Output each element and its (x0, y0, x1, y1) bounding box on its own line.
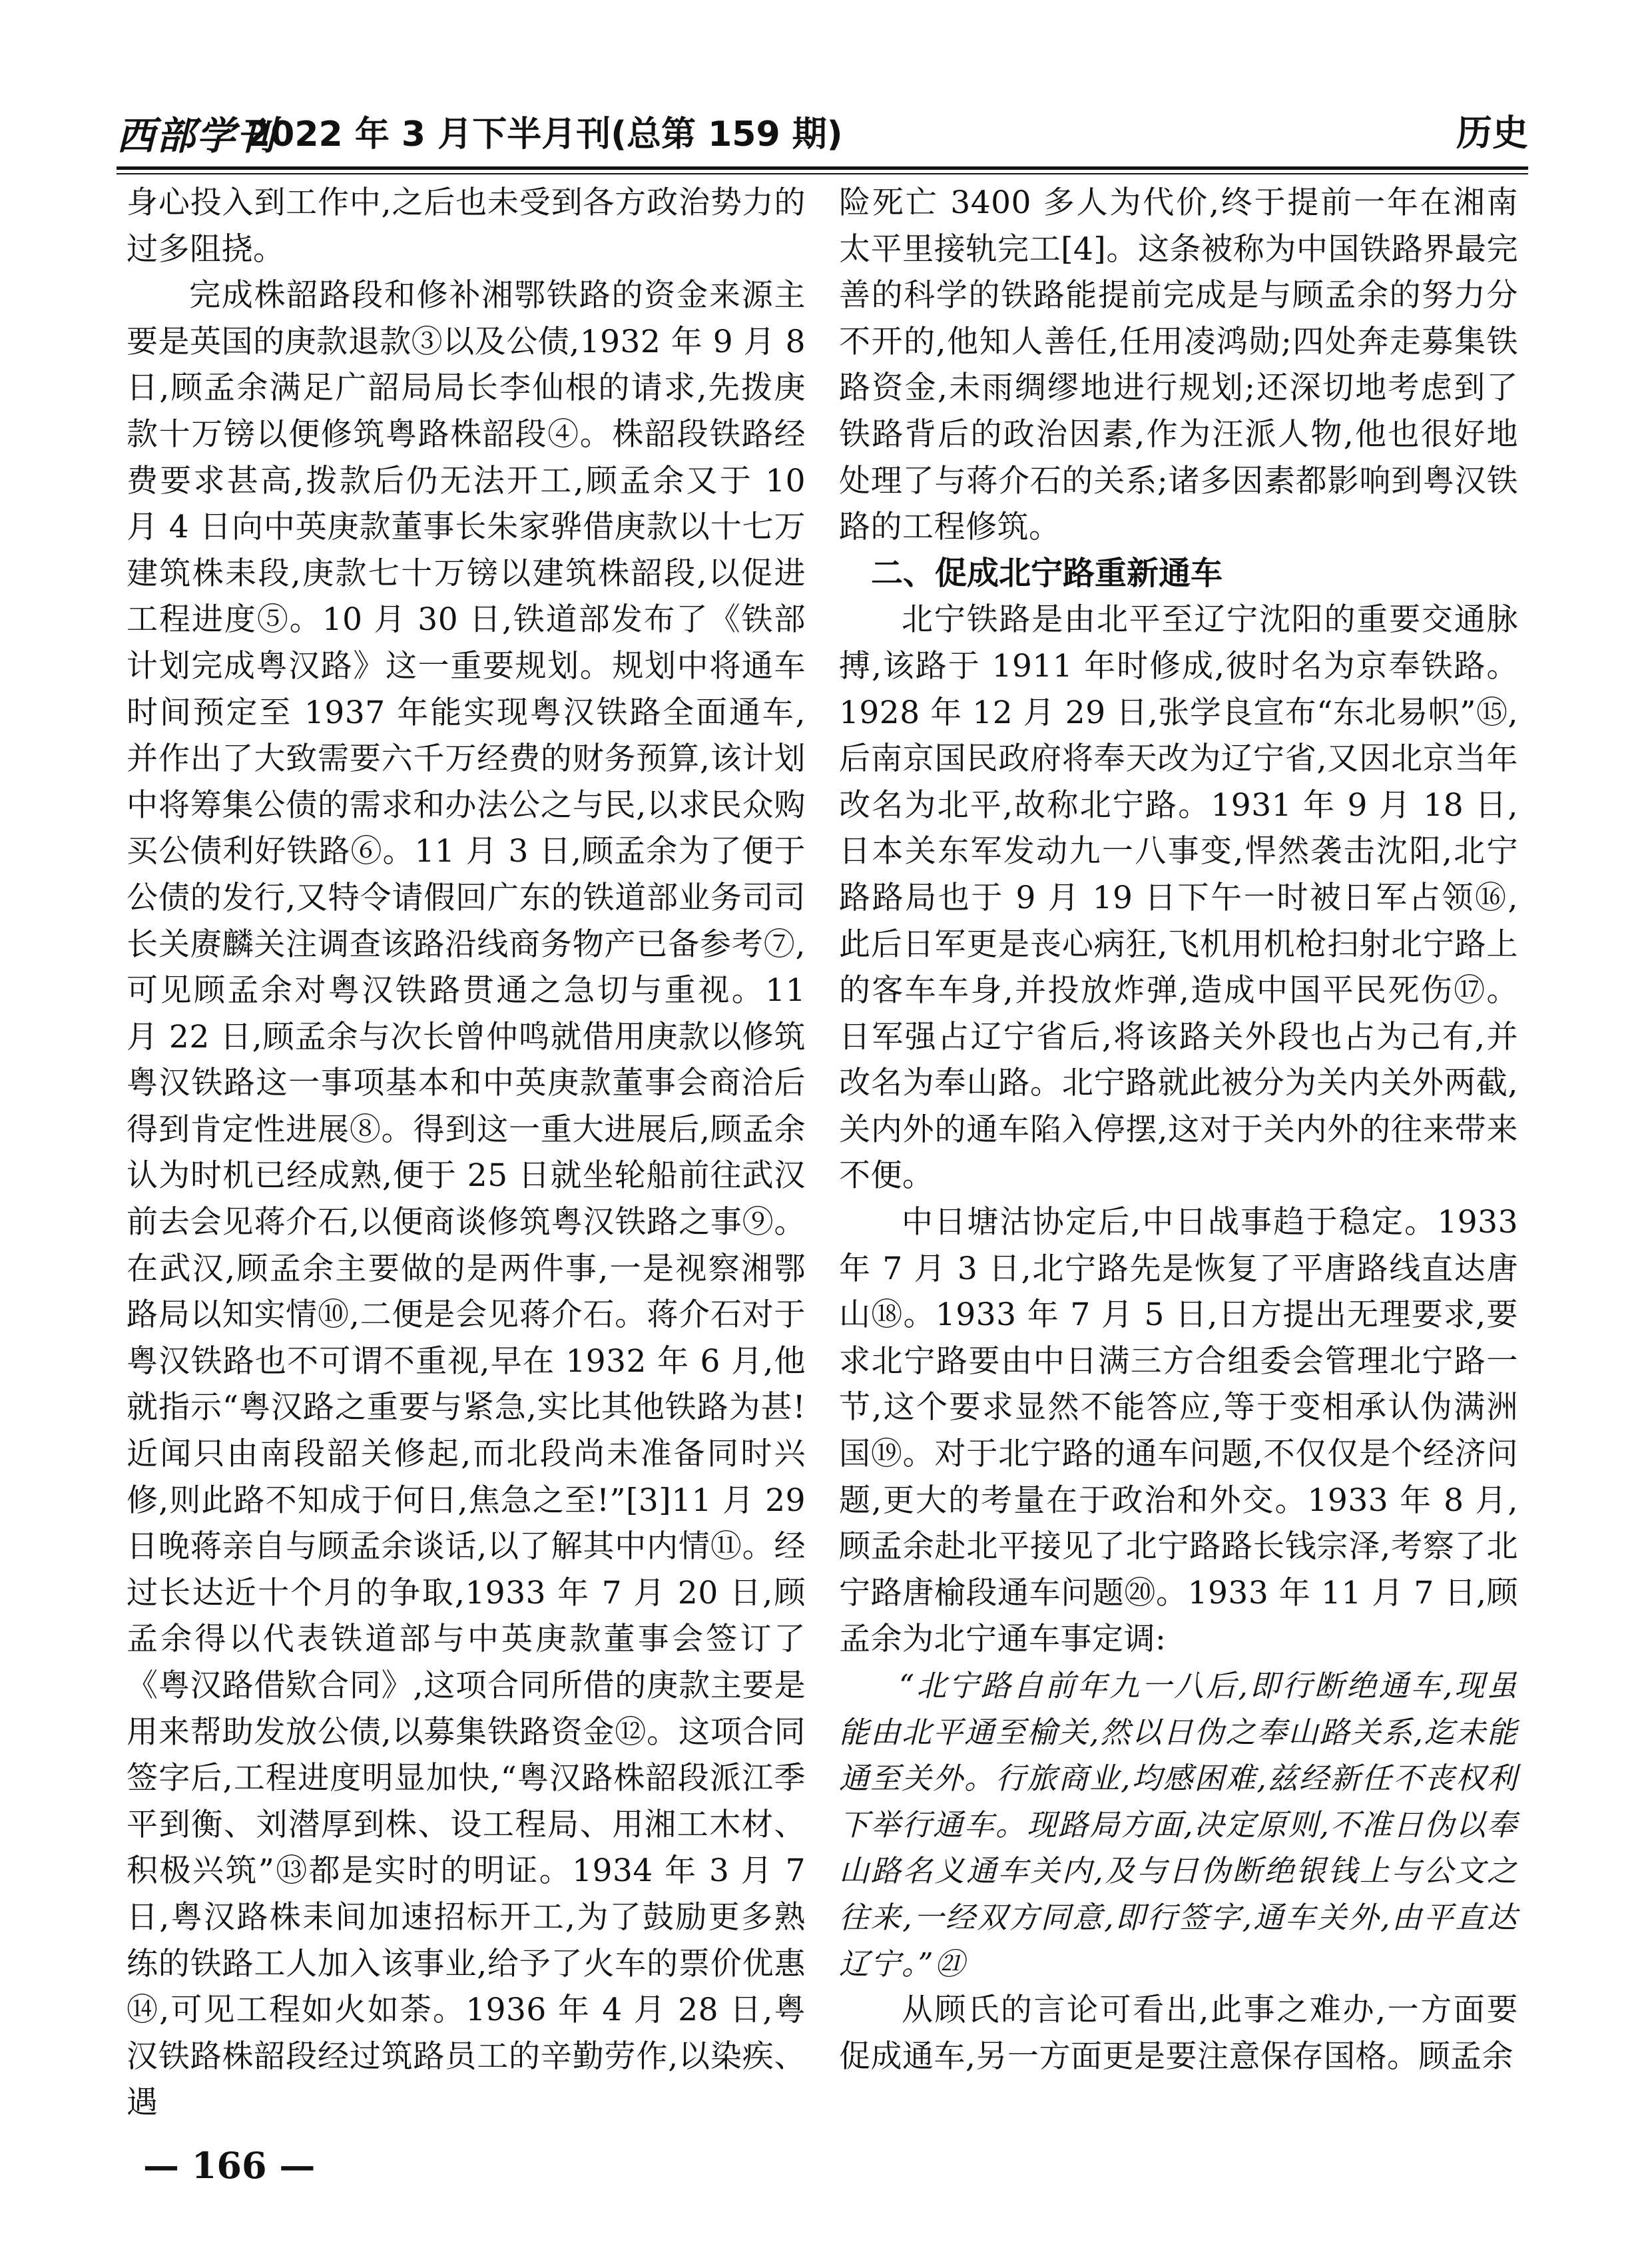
journal-logo: 西部学刊 (117, 113, 277, 158)
paragraph: 从顾氏的言论可看出,此事之难办,一方面要促成通车,另一方面更是要注意保存国格。顾孟余 (839, 1992, 1518, 2075)
block-quote: “北宁路自前年九一八后,即行断绝通车,现虽能由北平通至榆关,然以日伪之奉山路关系,迄未能通至关外。行旅商业,均感困难,兹经新任不丧权利下举行通车。现路局方面,决定原则,不准日伪以奉山路名义通车关内,及与日伪断绝银钱上与公文之往来,一经双方同意,即行签字,通车关外,由平直达辽宁。”㉑ (839, 1668, 1518, 1982)
paragraph: 北宁铁路是由北平至辽宁沈阳的重要交通脉搏,该路于 1911 年时修成,彼时名为京奉铁路。1928 年 12 月 29 日,张学良宣布“东北易帜”⑮,后南京国民政府将奉天改为辽宁省,又因北京当年改名为北平,故称北宁路。1931 年 9 月 18 日,日本关东军发动九一八事变,悍然袭击沈阳,北宁路路局也于 9 月 19 日下午一时被日军占领⑯,此后日军更是丧心病狂,飞机用机枪扫射北宁路上的客车车身,并投放炸弹,造成中国平民死伤⑰。日军强占辽宁省后,将该路关外段也占为己有,并改名为奉山路。北宁路就此被分为关内关外两截,关内外的通车陷入停摆,这对于关内外的往来带来不便。 (839, 601, 1518, 1195)
page-number: — 166 — (143, 2144, 316, 2187)
page-header (117, 103, 1528, 156)
right-column (839, 180, 1518, 2080)
paragraph: 完成株韶路段和修补湘鄂铁路的资金来源主要是英国的庚款退款③以及公债,1932 年 9 月 8 日,顾孟余满足广韶局局长李仙根的请求,先拨庚款十万镑以便修筑粤路株韶段④。株韶段铁路经费要求甚高,拨款后仍无法开工,顾孟余又于 10 月 4 日向中英庚款董事长朱家骅借庚款以十七万建筑株耒段,庚款七十万镑以建筑株韶段,以促进工程进度⑤。10 月 30 日,铁道部发布了《铁部计划完成粤汉路》这一重要规划。规划中将通车时间预定至 1937 年能实现粤汉铁路全面通车,并作出了大致需要六千万经费的财务预算,该计划中将筹集公债的需求和办法公之与民,以求民众购买公债利好铁路⑥。11 月 3 日,顾孟余为了便于公债的发行,又特令请假回广东的铁道部业务司司长关赓麟关注调查该路沿线商务物产已备参考⑦,可见顾孟余对粤汉铁路贯通之急切与重视。11 月 22 日,顾孟余与次长曾仲鸣就借用庚款以修筑粤汉铁路这一事项基本和中英庚款董事会商洽后得到肯定性进展⑧。得到这一重大进展后,顾孟余认为时机已经成熟,便于 25 日就坐轮船前往武汉前去会见蒋介石,以便商谈修筑粤汉铁路之事⑨。在武汉,顾孟余主要做的是两件事,一是视察湘鄂路局以知实情⑩,二便是会见蒋介石。蒋介石对于粤汉铁路也不可谓不重视,早在 1932 年 6 月,他就指示“粤汉路之重要与紧急,实比其他铁路为甚! 近闻只由南段韶关修起,而北段尚未准备同时兴修,则此路不知成于何日,焦急之至!”[3]11 月 29 日晚蒋亲自与顾孟余谈话,以了解其中内情⑪。经过长达近十个月的争取,1933 年 7 月 20 日,顾孟余得以代表铁道部与中英庚款董事会签订了《粤汉路借欵合同》,这项合同所借的庚款主要是用来帮助发放公债,以募集铁路资金⑫。这项合同签字后,工程进度明显加快,“粤汉路株韶段派江季平到衡、刘潜厚到株、设工程局、用湘工木材、积极兴筑”⑬都是实时的明证。1934 年 3 月 7 日,粤汉路株耒间加速招标开工,为了鼓励更多熟练的铁路工人加入该事业,给予了火车的票价优惠⑭,可见工程如火如荼。1936 年 4 月 28 日,粤汉铁路株韶段经过筑路员工的辛勤劳作,以染疾、遇 (127, 277, 806, 2121)
issue-info: 2022 年 3 月下半月刊(总第 159 期) (246, 115, 843, 154)
section-heading: 二、促成北宁路重新通车 (871, 554, 1223, 592)
header-rule-thin (117, 173, 1528, 174)
paragraph: 险死亡 3400 多人为代价,终于提前一年在湘南太平里接轨完工[4]。这条被称为中国铁路界最完善的科学的铁路能提前完成是与顾孟余的努力分不开的,他知人善任,任用凌鸿勋;四处奔走募集铁路资金,未雨绸缪地进行规划;还深切地考虑到了铁路背后的政治因素,作为汪派人物,他也很好地处理了与蒋介石的关系;诸多因素都影响到粤汉铁路的工程修筑。 (839, 184, 1518, 546)
section-label: 历史 (1456, 112, 1528, 154)
header-rule (117, 166, 1528, 170)
paragraph: 中日塘沽协定后,中日战事趋于稳定。1933 年 7 月 3 日,北宁路先是恢复了平唐路线直达唐山⑱。1933 年 7 月 5 日,日方提出无理要求,要求北宁路要由中日满三方合组委会管理北宁路一节,这个要求显然不能答应,等于变相承认伪满洲国⑲。对于北宁路的通车问题,不仅仅是个经济问题,更大的考量在于政治和外交。1933 年 8 月,顾孟余赴北平接见了北宁路路长钱宗泽,考察了北宁路唐榆段通车问题⑳。1933 年 11 月 7 日,顾孟余为北宁通车事定调: (839, 1204, 1518, 1658)
left-column (127, 180, 806, 2126)
paragraph: 身心投入到工作中,之后也未受到各方政治势力的过多阻挠。 (127, 184, 806, 268)
